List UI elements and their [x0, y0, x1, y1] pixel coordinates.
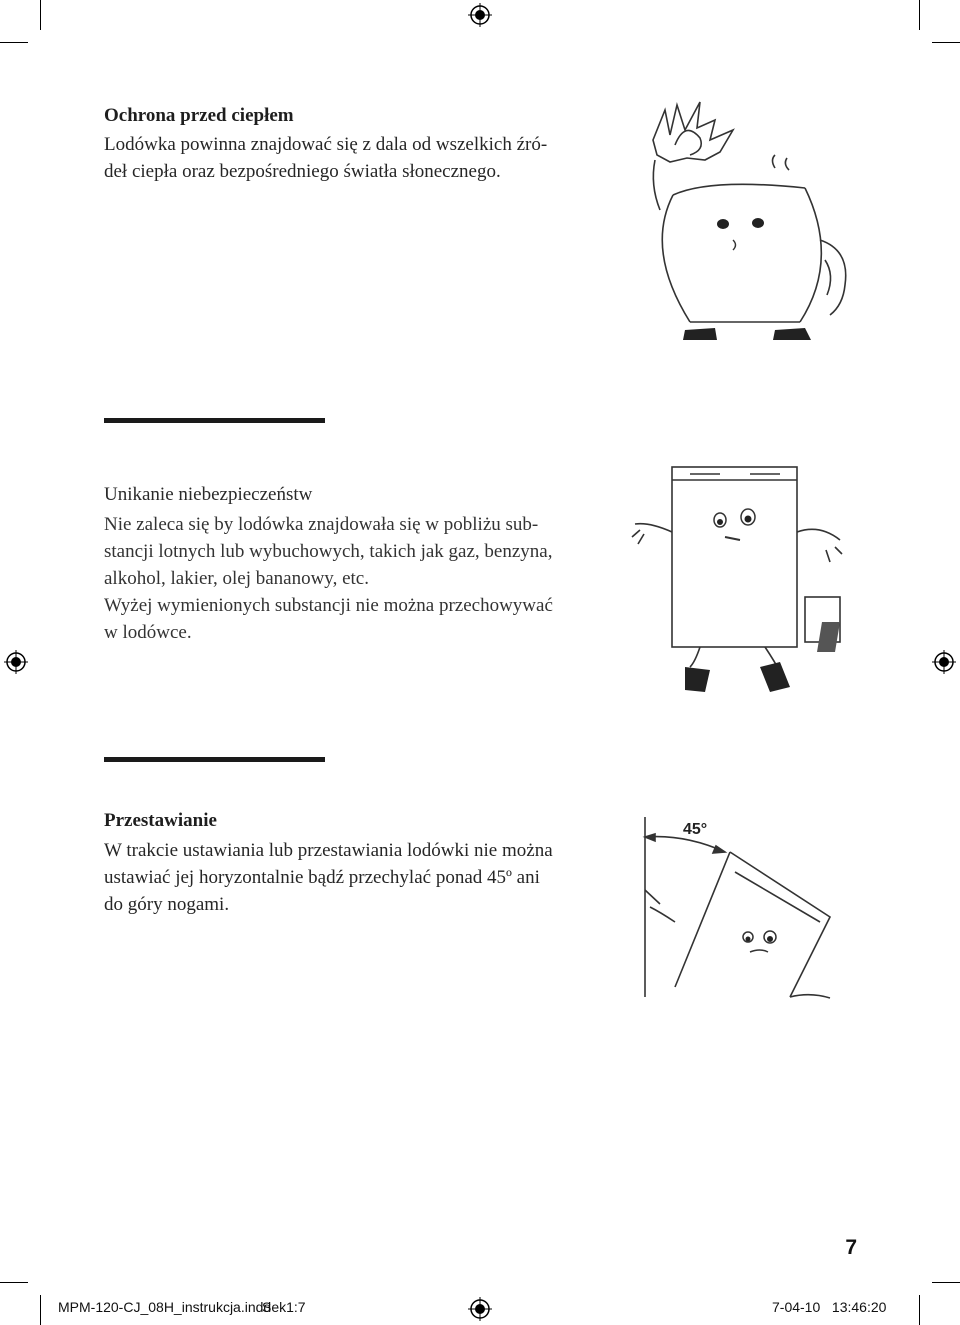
registration-mark-icon	[4, 650, 28, 674]
section-divider	[104, 418, 325, 423]
footer-timestamp: 7-04-10 13:46:20	[772, 1299, 887, 1315]
section-text-line: deł ciepła oraz bezpośredniego światła słonecznego.	[104, 161, 501, 182]
tilted-fridge-illustration	[630, 812, 860, 1002]
section-text-line: W trakcie ustawiania lub przestawiania lodówki nie można	[104, 840, 553, 861]
section-text-line: stancji lotnych lub wybuchowych, takich jak gaz, benzyna,	[104, 541, 553, 562]
registration-mark-icon	[468, 3, 492, 27]
section-text-line: ustawiać jej horyzontalnie bądź przechylać ponad 45º ani	[104, 867, 540, 888]
scared-fridge-illustration	[630, 462, 860, 697]
crop-mark	[932, 42, 960, 43]
section-text-line: w lodówce.	[104, 622, 192, 643]
angle-label: 45°	[683, 821, 708, 838]
section-title-danger: Unikanie niebezpieczeństw	[104, 484, 313, 505]
crop-mark	[40, 1295, 41, 1325]
footer-file-name: MPM-120-CJ_08H_instrukcja.indd	[58, 1299, 272, 1315]
section-title-moving: Przestawianie	[104, 810, 217, 831]
page-number: 7	[845, 1236, 857, 1259]
hot-fridge-illustration	[615, 100, 865, 350]
crop-mark	[0, 42, 28, 43]
crop-mark	[40, 0, 41, 30]
crop-mark	[919, 0, 920, 30]
section-text-line: alkohol, lakier, olej bananowy, etc.	[104, 568, 369, 589]
registration-mark-icon	[468, 1297, 492, 1321]
section-text-line: Wyżej wymienionych substancji nie można przechowywać	[104, 595, 553, 616]
section-text-line: do góry nogami.	[104, 894, 230, 915]
section-text-line: Nie zaleca się by lodówka znajdowała się w pobliżu sub-	[104, 514, 539, 535]
crop-mark	[0, 1282, 28, 1283]
footer-sheet: Sek1:7	[262, 1299, 306, 1315]
section-divider	[104, 757, 325, 762]
crop-mark	[932, 1282, 960, 1283]
crop-mark	[919, 1295, 920, 1325]
section-text-line: Lodówka powinna znajdować się z dala od wszelkich źró-	[104, 134, 548, 155]
registration-mark-icon	[932, 650, 956, 674]
section-title-heat: Ochrona przed ciepłem	[104, 105, 294, 126]
